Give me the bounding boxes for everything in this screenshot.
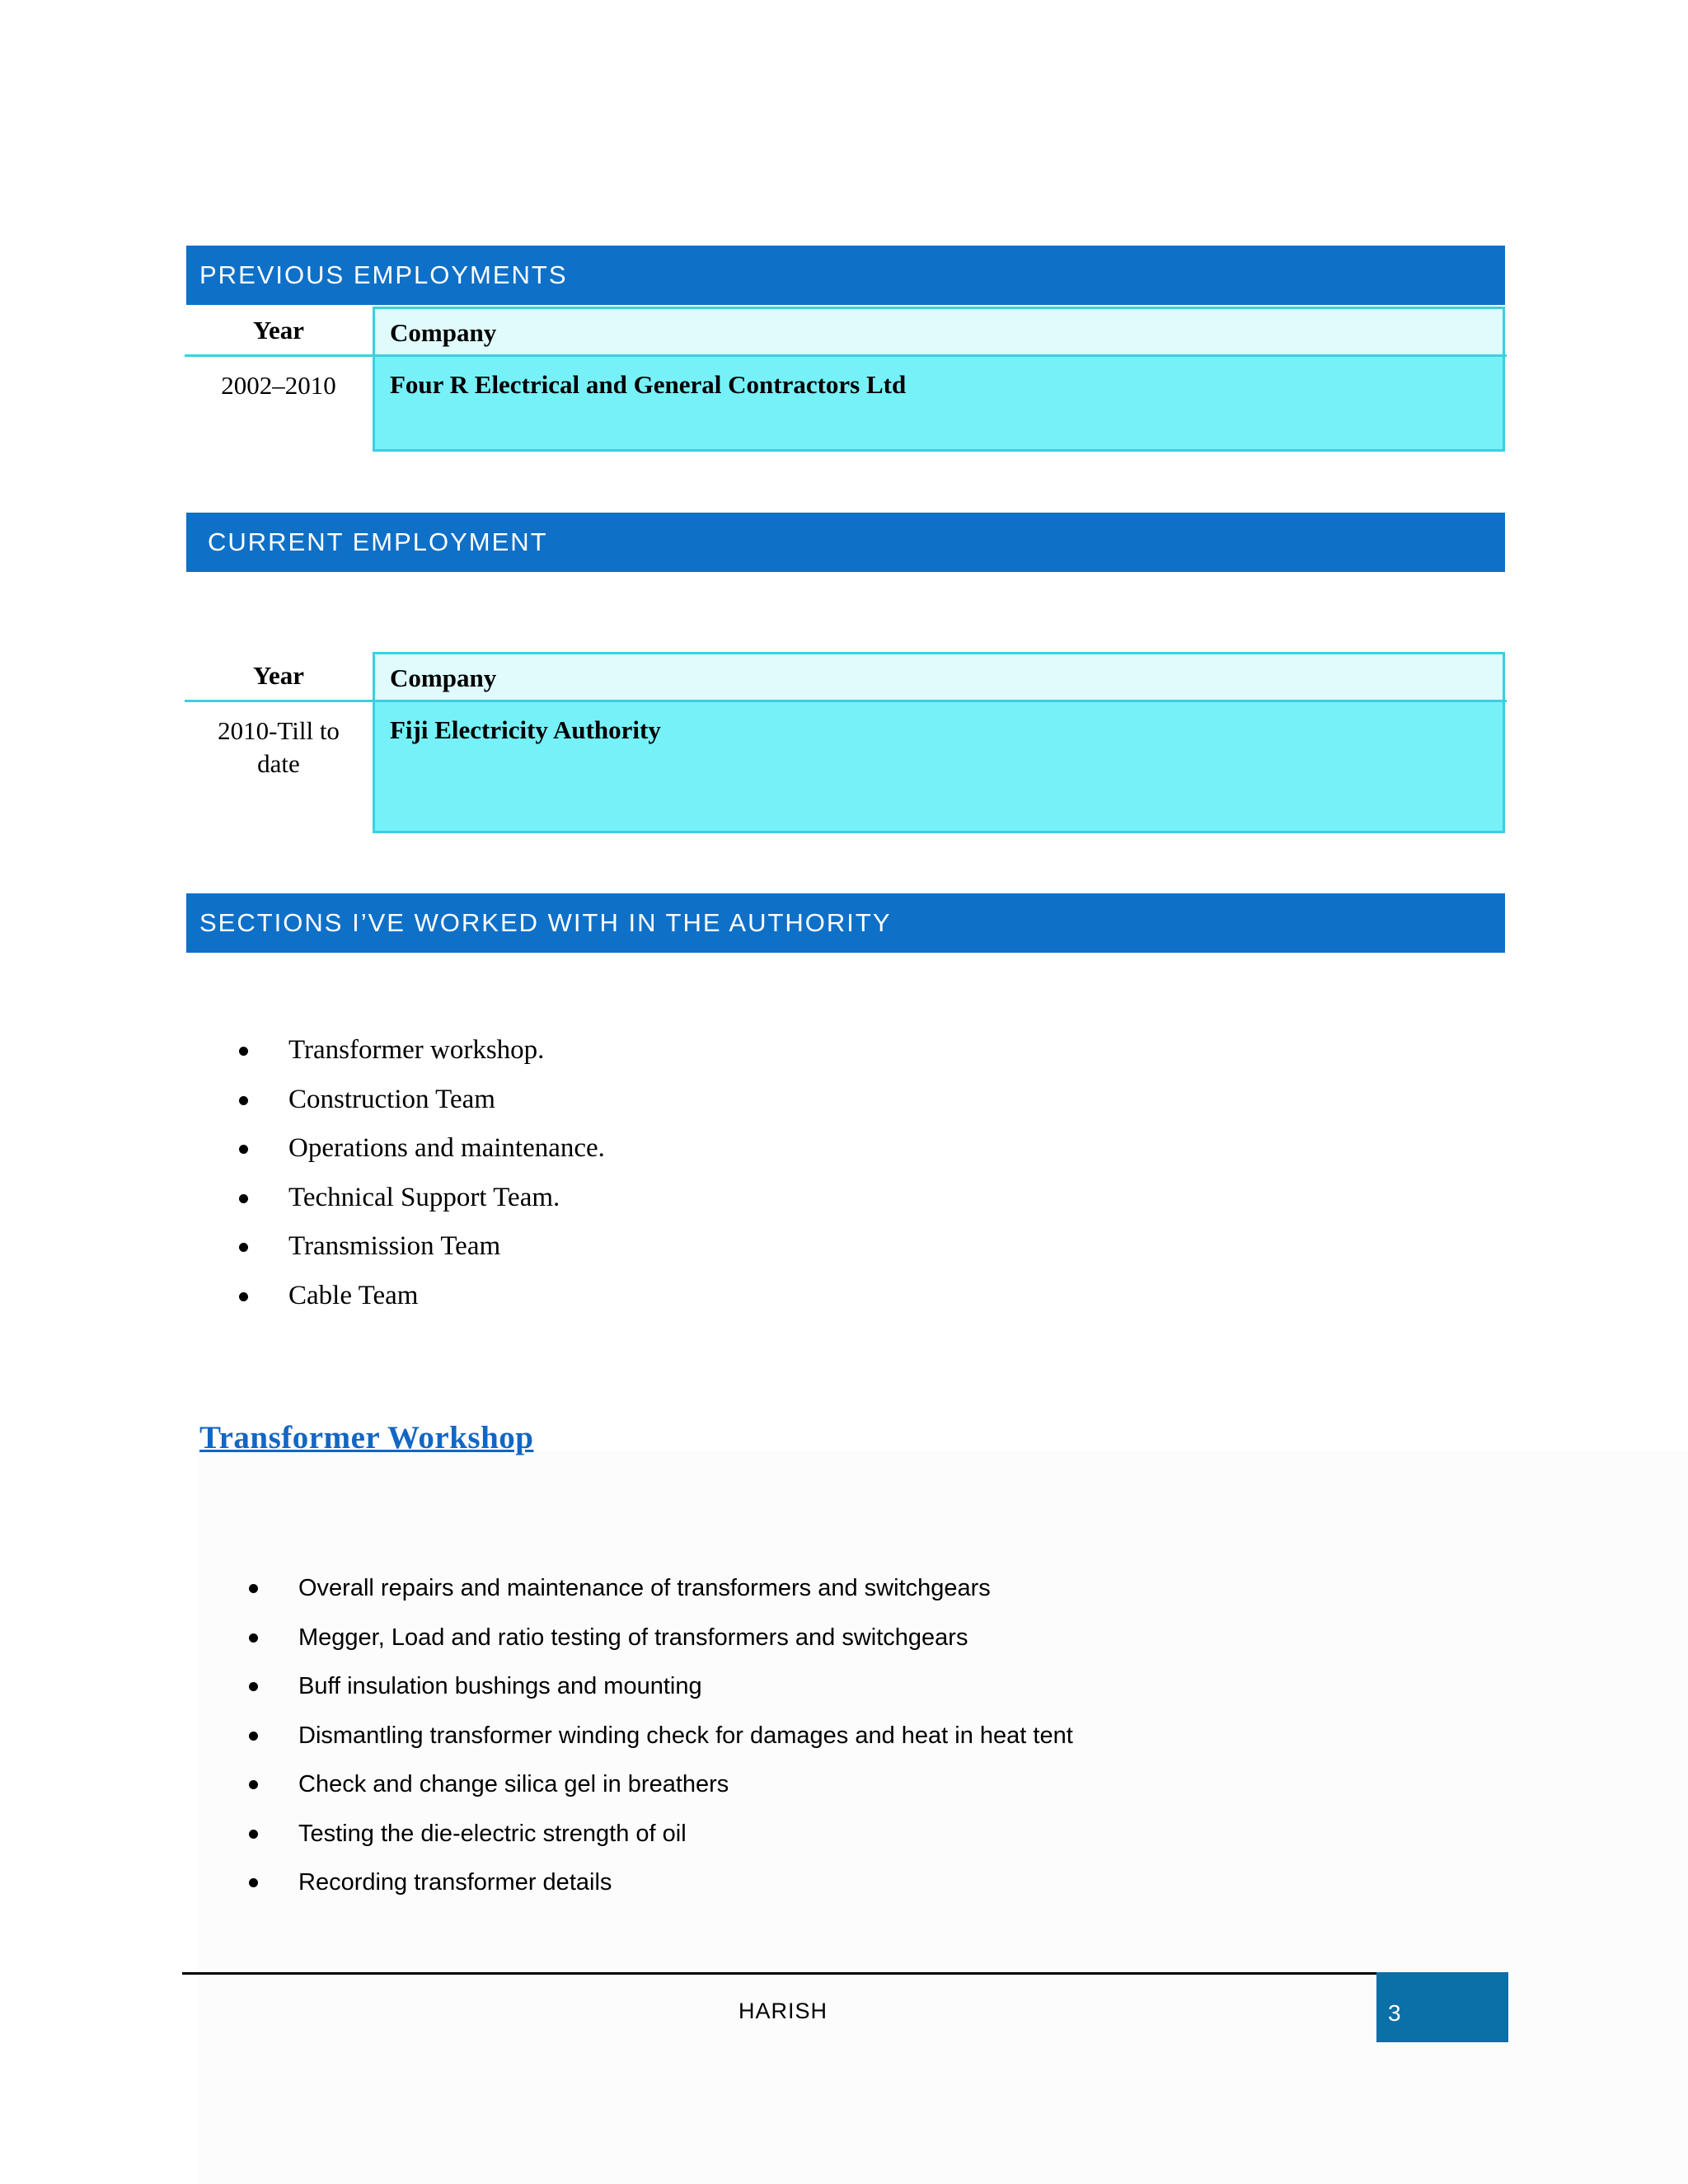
bullet-icon: [239, 1145, 248, 1154]
bullet-icon: [249, 1732, 258, 1741]
transformer-workshop-heading: Transformer Workshop: [199, 1420, 534, 1455]
bullet-icon: [249, 1830, 258, 1839]
list-item: Testing the die-electric strength of oil: [232, 1816, 1073, 1865]
current-employment-heading: CURRENT EMPLOYMENT: [186, 513, 1505, 572]
bullet-icon: [249, 1878, 258, 1887]
sections-worked-heading: SECTIONS I’VE WORKED WITH IN THE AUTHORITY: [186, 893, 1505, 953]
list-item: Construction Team: [223, 1080, 605, 1129]
sections-list: [223, 1030, 605, 1324]
bullet-icon: [239, 1243, 248, 1252]
previous-employments-heading: PREVIOUS EMPLOYMENTS: [186, 246, 1505, 305]
list-item: Transmission Team: [223, 1226, 605, 1276]
company-column-header: Company: [373, 652, 1505, 700]
company-column-header: Company: [373, 307, 1505, 354]
previous-employment-table: [185, 307, 1507, 452]
bullet-icon: [249, 1780, 258, 1789]
list-item: Overall repairs and maintenance of transformers and switchgears: [232, 1570, 1073, 1619]
footer-author-name: HARISH: [738, 1999, 828, 2023]
current-company-cell: Fiji Electricity Authority: [373, 702, 1505, 833]
year-column-header: Year: [253, 316, 304, 344]
bullet-icon: [239, 1047, 248, 1056]
bullet-icon: [249, 1584, 258, 1593]
current-year-line2: date: [257, 749, 300, 778]
list-item: Transformer workshop.: [223, 1030, 605, 1080]
list-item: Operations and maintenance.: [223, 1128, 605, 1178]
list-item: Dismantling transformer winding check for damages and heat in heat tent: [232, 1718, 1073, 1767]
transformer-workshop-list: [232, 1570, 1073, 1914]
list-item: Recording transformer details: [232, 1864, 1073, 1914]
list-item: Technical Support Team.: [223, 1178, 605, 1227]
bullet-icon: [249, 1682, 258, 1691]
current-employment-table: [185, 652, 1507, 833]
bullet-icon: [249, 1633, 258, 1643]
list-item: Check and change silica gel in breathers: [232, 1766, 1073, 1816]
bullet-icon: [239, 1194, 248, 1203]
year-column-header: Year: [253, 661, 304, 690]
bullet-icon: [239, 1096, 248, 1105]
list-item: Megger, Load and ratio testing of transformers and switchgears: [232, 1619, 1073, 1669]
previous-company-cell: Four R Electrical and General Contractors Ltd: [373, 357, 1505, 452]
current-year-line1: 2010-Till to: [218, 716, 340, 745]
current-year-cell: [185, 715, 373, 780]
bullet-icon: [239, 1292, 248, 1301]
list-item: Buff insulation bushings and mounting: [232, 1668, 1073, 1718]
footer-divider: [182, 1972, 1377, 1975]
previous-year-cell: 2002–2010: [221, 371, 336, 400]
list-item: Cable Team: [223, 1276, 605, 1325]
footer-page-number: 3: [1376, 1972, 1508, 2042]
